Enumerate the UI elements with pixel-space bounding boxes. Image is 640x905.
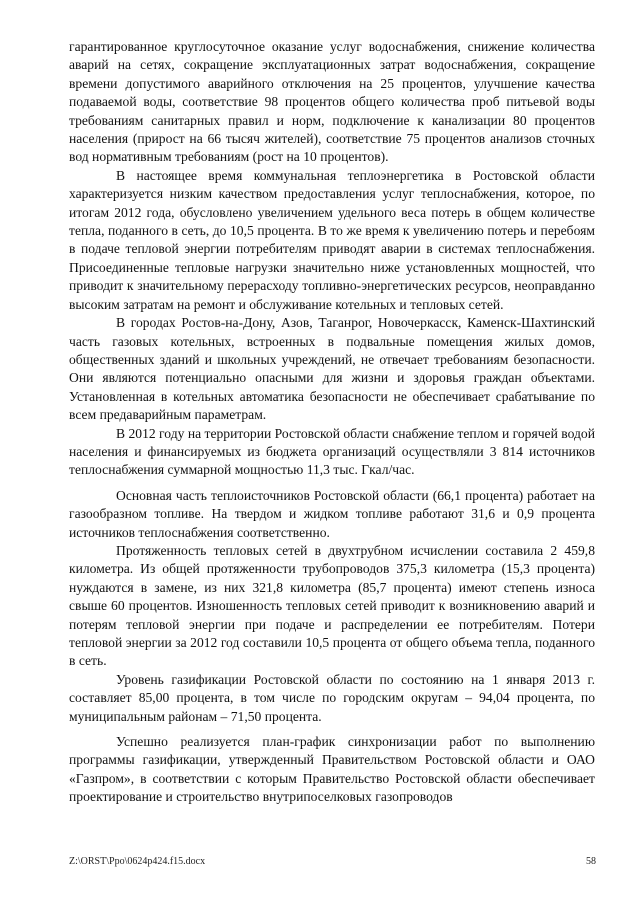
footer-page-number: 58 (586, 856, 596, 867)
paragraph-fuel-types: Основная часть теплоисточников Ростовской области (66,1 процента) работает на газообразном топливе. На твердом и жидком топливе работают 31,6 и 0,9 процента источников теплоснабжения соответственно. (69, 487, 595, 540)
paragraph-water-supply-results: гарантированное круглосуточное оказание услуг водоснабжения, снижение количества аварий на сетях, сокращение эксплуатационных затрат водоснабжения, сокращение времени допустимого аварийного отключения на 25 процентов, улучшение качества подаваемой воды, соответствие 98 процентов общего количества проб питьевой воды требованиям санитарных правил и норм, подключение к канализации 80 процентов населения (прирост на 66 тысяч жителей), соответствие 75 процентов анализов сточных вод нормативным требованиям (рост на 10 процентов). (69, 39, 595, 165)
paragraph-gasification-schedule: Успешно реализуется план-график синхронизации работ по выполнению программы газификации, утвержденный Правительством Ростовской области и ОАО «Газпром», в соответствии с которым Правительство Ростовской области обеспечивает проектирование и строительство внутрипоселковых газопроводов (69, 734, 595, 805)
paragraph-gasification-level: Уровень газификации Ростовской области по состоянию на 1 января 2013 г. составляет 85,00 процента, в том числе по городским округам – 94,04 процента, по муниципальным районам – 71,50 процента. (69, 671, 595, 724)
paragraph-heat-networks: Протяженность тепловых сетей в двухтрубном исчислении составила 2 459,8 километра. Из общей протяженности трубопроводов 375,3 километра (15,3 процента) нуждаются в замене, из них 321,8 километра (85,7 процента) имеют степень износа свыше 60 процентов. Изношенность тепловых сетей приводит к возникновению аварий и потерям тепловой энергии при подаче и распределении ее потребителям. Потери тепловой энергии за 2012 год составили 10,5 процента от общего объема тепла, поданного в сеть. (69, 542, 595, 669)
paragraph-gas-boilers-safety: В городах Ростов-на-Дону, Азов, Таганрог, Новочеркасск, Каменск-Шахтинский часть газовых котельных, встроенных в подвальные помещения жилых домов, общественных зданий и школьных учреждений, не отвечает требованиям безопасности. Они являются потенциально опасными для жизни и здоровья граждан объектами. Установленная в котельных автоматика безопасности не обеспечивает срабатывание по всем предаварийным параметрам. (69, 315, 595, 423)
paragraph-heat-energy-quality: В настоящее время коммунальная теплоэнергетика в Ростовской области характеризуется низким качеством предоставления услуг теплоснабжения, которое, по итогам 2012 года, обусловлено увеличением удельного веса потерь в общем количестве тепла, поданного в сеть, до 10,5 процента. В то же время к увеличению потерь и перебоям в подачe тепловой энергии потребителям приводят аварии в системах теплоснабжения. Присоединенные тепловые нагрузки значительно ниже установленных мощностей, что приводит к значительному перерасходу топливно-энергетических ресурсов, неоправданно высоким затратам на ремонт и обслуживание котельных и тепловых сетей. (69, 167, 595, 312)
footer-file-path: Z:\ORST\Ppo\0624p424.f15.docx (69, 856, 206, 867)
document-body (69, 38, 595, 807)
paragraph-heat-sources-2012: В 2012 году на территории Ростовской области снабжение теплом и горячей водой населения и финансируемых из бюджета организаций осуществляли 3 814 источников теплоснабжения суммарной мощностью 11,3 тыс. Гкал/час. (69, 425, 595, 478)
